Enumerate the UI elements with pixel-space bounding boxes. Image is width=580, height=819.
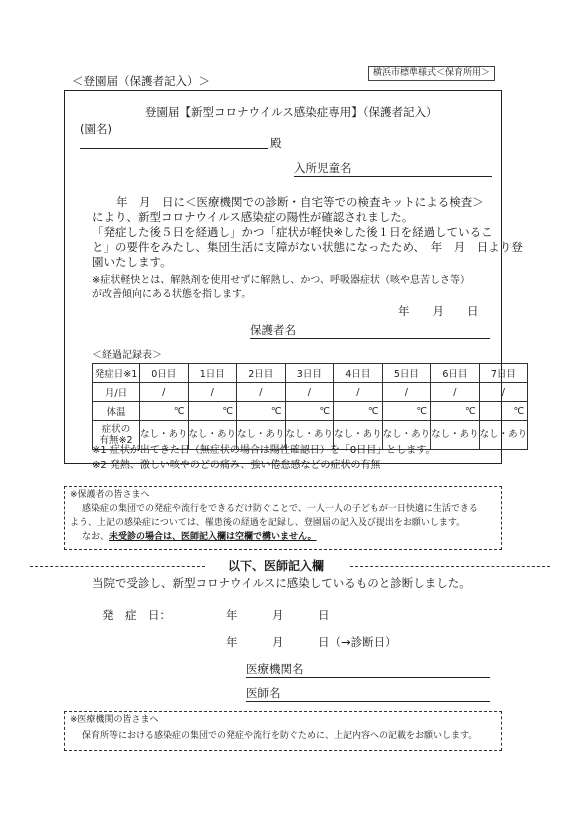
symptom-label-line2: 有無※2 bbox=[99, 435, 133, 446]
symptom-cell[interactable]: なし・あり bbox=[479, 421, 528, 450]
temp-cell[interactable]: ℃ bbox=[285, 402, 334, 421]
date-cell[interactable]: / bbox=[479, 383, 528, 402]
progress-log-table bbox=[92, 363, 528, 450]
temp-cell[interactable]: ℃ bbox=[479, 402, 528, 421]
date-cell[interactable]: / bbox=[140, 383, 189, 402]
form-title: 登園届【新型コロナウイルス感染症専用】（保護者記入） bbox=[145, 105, 438, 119]
day-header-3: 3日目 bbox=[285, 364, 334, 383]
table-row bbox=[93, 383, 528, 402]
guardian-notice-line1: 感染症の集団での発症や流行をできるだけ防ぐことで、一人一人の子どもが一日快適に生活できる bbox=[82, 504, 478, 514]
date-cell[interactable]: / bbox=[431, 383, 480, 402]
doctor-label: 医師名 bbox=[246, 686, 281, 700]
table-footnote-1: ※1 症状が出てきた日（無症状の場合は陽性確認日）を「0日目」とします。 bbox=[92, 445, 436, 456]
divider-right bbox=[350, 566, 550, 567]
date-cell[interactable]: / bbox=[237, 383, 286, 402]
date-cell[interactable]: / bbox=[334, 383, 383, 402]
divider-left bbox=[30, 566, 205, 567]
table-footnote-2: ※2 発熱、激しい咳やのどの痛み、強い倦怠感などの症状の有無 bbox=[92, 460, 381, 471]
day-header-5: 5日目 bbox=[382, 364, 431, 383]
guardian-notice-heading: ※保護者の皆さまへ bbox=[70, 490, 150, 500]
table-row bbox=[93, 364, 528, 383]
temp-cell[interactable]: ℃ bbox=[382, 402, 431, 421]
format-label: 横浜市標準様式＜保育所用＞ bbox=[368, 66, 495, 81]
body-line-5: 園いたします。 bbox=[92, 255, 172, 269]
onset-label: 発 症 日： bbox=[102, 608, 171, 622]
institution-field[interactable] bbox=[246, 677, 490, 678]
child-name-label: 入所児童名 bbox=[294, 161, 352, 175]
body-line-2: により、新型コロナウイルス感染症の陽性が確認されました。 bbox=[92, 210, 414, 224]
day-header-0: 0日目 bbox=[140, 364, 189, 383]
symptom-cell[interactable]: なし・あり bbox=[237, 421, 286, 450]
symptom-cell[interactable]: なし・あり bbox=[140, 421, 189, 450]
body-line-3: 「発症した後５日を経過し」かつ「症状が軽快※した後１日を経過しているこ bbox=[92, 225, 493, 239]
onset-month[interactable]: 月 bbox=[272, 608, 284, 622]
date-cell[interactable]: / bbox=[382, 383, 431, 402]
doctor-section-heading: 以下、医師記入欄 bbox=[228, 559, 325, 573]
symptom-cell[interactable]: なし・あり bbox=[334, 421, 383, 450]
temp-cell[interactable]: ℃ bbox=[188, 402, 237, 421]
symptom-cell[interactable]: なし・あり bbox=[431, 421, 480, 450]
symptom-cell[interactable]: なし・あり bbox=[382, 421, 431, 450]
day-header-7: 7日目 bbox=[479, 364, 528, 383]
header-cell: 発症日※1 bbox=[93, 364, 140, 383]
diag-day[interactable]: 日（→診断日） bbox=[318, 635, 397, 649]
symptom-cell[interactable]: なし・あり bbox=[285, 421, 334, 450]
symptom-label-line1: 症状の bbox=[101, 423, 131, 435]
temp-cell[interactable]: ℃ bbox=[237, 402, 286, 421]
table-row bbox=[93, 402, 528, 421]
day-header-4: 4日目 bbox=[334, 364, 383, 383]
date-cell[interactable]: / bbox=[285, 383, 334, 402]
note-line-2: が改善傾向にある状態を指します。 bbox=[92, 289, 252, 300]
institution-label: 医療機関名 bbox=[246, 662, 304, 676]
guardian-notice-line3 bbox=[82, 533, 317, 542]
body-line-1: 年 月 日に＜医療機関での診断・自宅等での検査キットによる検査＞ bbox=[116, 195, 484, 209]
guardian-label: 保護者名 bbox=[250, 323, 296, 337]
note-line-1: ※症状軽快とは、解熱剤を使用せずに解熱し、かつ、呼吸器症状（咳や息苦しさ等） bbox=[92, 275, 470, 286]
day-header-2: 2日目 bbox=[237, 364, 286, 383]
guardian-notice-emphasis: 未受診の場合は、医師記入欄は空欄で構いません。 bbox=[109, 532, 317, 542]
guardian-notice-line2: よう、上記の感染症については、罹患後の経過を記録し、登園届の記入及び提出をお願いします。 bbox=[70, 518, 466, 528]
form-heading: ＜登園届（保護者記入）＞ bbox=[72, 74, 210, 88]
diag-year[interactable]: 年 bbox=[226, 635, 238, 649]
date-cell[interactable]: / bbox=[188, 383, 237, 402]
onset-year[interactable]: 年 bbox=[226, 608, 238, 622]
child-name-field[interactable] bbox=[294, 176, 492, 177]
log-caption: ＜経過記録表＞ bbox=[92, 350, 162, 361]
day-header-1: 1日目 bbox=[188, 364, 237, 383]
doctor-statement: 当院で受診し、新型コロナウイルスに感染しているものと診断しました。 bbox=[92, 576, 471, 590]
temp-row-label: 体温 bbox=[93, 402, 140, 421]
doctor-notice-heading: ※医療機関の皆さまへ bbox=[70, 715, 159, 725]
symptom-cell[interactable]: なし・あり bbox=[188, 421, 237, 450]
honorific: 殿 bbox=[270, 136, 282, 150]
doctor-notice-line1: 保育所等における感染症の集団での発症や流行を防ぐために、上記内容への記載をお願いします。 bbox=[82, 731, 478, 741]
day-header-6: 6日目 bbox=[431, 364, 480, 383]
date-row-label: 月/日 bbox=[93, 383, 140, 402]
date-line: 年 月 日 bbox=[398, 304, 479, 318]
temp-cell[interactable]: ℃ bbox=[334, 402, 383, 421]
temp-cell[interactable]: ℃ bbox=[140, 402, 189, 421]
facility-line bbox=[80, 148, 268, 149]
doctor-name-field[interactable] bbox=[246, 701, 490, 702]
body-line-4: と」の要件をみたし、集団生活に支障がない状態になったため、 年 月 日より登 bbox=[92, 240, 523, 254]
diag-month[interactable]: 月 bbox=[272, 635, 284, 649]
guardian-notice-line3-prefix: なお、 bbox=[82, 532, 110, 542]
temp-cell[interactable]: ℃ bbox=[431, 402, 480, 421]
facility-label: (園名) bbox=[80, 122, 112, 136]
guardian-name-field[interactable] bbox=[250, 338, 490, 339]
onset-day[interactable]: 日 bbox=[318, 608, 330, 622]
